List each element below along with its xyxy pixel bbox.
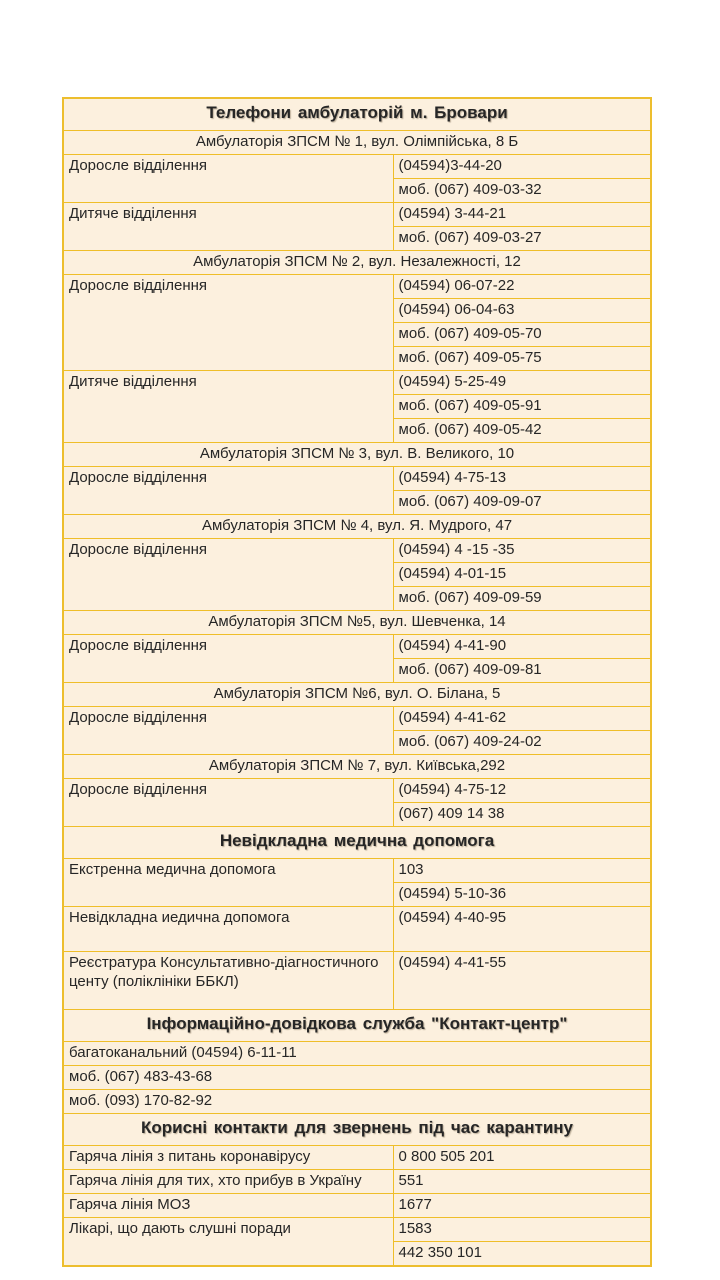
table-row	[63, 1194, 651, 1218]
phone-number: моб. (067) 483-43-68	[63, 1066, 651, 1090]
clinic-address: Амбулаторія ЗПСМ №6, вул. О. Білана, 5	[63, 683, 651, 707]
phone-number: 1677	[393, 1194, 651, 1218]
phone-number: (04594) 5-25-49	[393, 371, 651, 395]
clinic-address: Амбулаторія ЗПСМ № 2, вул. Незалежності, 12	[63, 251, 651, 275]
table-row	[63, 467, 651, 491]
phone-number: 442 350 101	[393, 1242, 651, 1267]
table-row	[63, 1066, 651, 1090]
phones-table-body	[63, 98, 651, 1266]
phone-number: моб. (067) 409-05-42	[393, 419, 651, 443]
service-label: Лікарі, що дають слушні поради	[63, 1218, 393, 1267]
department-label: Дитяче відділення	[63, 371, 393, 443]
clinic-4-row	[63, 515, 651, 539]
table-row	[63, 275, 651, 299]
section-header: Корисні контакти для звернень під час карантину	[63, 1114, 651, 1146]
table-row	[63, 907, 651, 952]
phone-number: (04594) 5-10-36	[393, 883, 651, 907]
phones-table	[62, 97, 652, 1267]
phone-number: 551	[393, 1170, 651, 1194]
section-header: Інформаційно-довідкова служба "Контакт-центр"	[63, 1010, 651, 1042]
phone-number: моб. (067) 409-05-75	[393, 347, 651, 371]
clinic-address: Амбулаторія ЗПСМ № 3, вул. В. Великого, 10	[63, 443, 651, 467]
clinic-address: Амбулаторія ЗПСМ № 7, вул. Київська,292	[63, 755, 651, 779]
phone-number: моб. (067) 409-09-59	[393, 587, 651, 611]
clinic-1-row	[63, 131, 651, 155]
table-row	[63, 707, 651, 731]
service-label: Екстренна медична допомога	[63, 859, 393, 907]
table-row	[63, 1218, 651, 1242]
service-label: Гаряча лінія з питань коронавірусу	[63, 1146, 393, 1170]
section-header: Невідкладна медична допомога	[63, 827, 651, 859]
phone-number: (04594) 4-41-62	[393, 707, 651, 731]
phone-number: (04594) 06-04-63	[393, 299, 651, 323]
phone-number: 103	[393, 859, 651, 883]
phone-number: (04594) 4-75-13	[393, 467, 651, 491]
emergency-section-row	[63, 827, 651, 859]
clinic-3-row	[63, 443, 651, 467]
phone-number: моб. (067) 409-03-27	[393, 227, 651, 251]
phone-number: (04594) 4-41-55	[393, 952, 651, 1010]
phone-number: багатоканальний (04594) 6-11-11	[63, 1042, 651, 1066]
phone-number: (067) 409 14 38	[393, 803, 651, 827]
department-label: Доросле відділення	[63, 707, 393, 755]
quarantine-section-row	[63, 1114, 651, 1146]
table-row	[63, 1170, 651, 1194]
service-label: Гаряча лінія МОЗ	[63, 1194, 393, 1218]
department-label: Доросле відділення	[63, 275, 393, 371]
phone-number: (04594) 4-41-90	[393, 635, 651, 659]
service-label: Реєстратура Консультативно-діагностичного центу (поліклініки ББКЛ)	[63, 952, 393, 1010]
phone-number: (04594)3-44-20	[393, 155, 651, 179]
table-row	[63, 539, 651, 563]
table-title: Телефони амбулаторій м. Бровари	[63, 98, 651, 131]
phone-number: 1583	[393, 1218, 651, 1242]
phone-number: (04594) 3-44-21	[393, 203, 651, 227]
department-label: Доросле відділення	[63, 779, 393, 827]
contact-center-section-row	[63, 1010, 651, 1042]
clinic-address: Амбулаторія ЗПСМ №5, вул. Шевченка, 14	[63, 611, 651, 635]
table-row	[63, 1146, 651, 1170]
department-label: Доросле відділення	[63, 155, 393, 203]
phone-number: моб. (067) 409-05-91	[393, 395, 651, 419]
table-row	[63, 1090, 651, 1114]
phone-number: моб. (067) 409-09-07	[393, 491, 651, 515]
clinic-6-row	[63, 683, 651, 707]
table-row	[63, 952, 651, 1010]
phone-number: (04594) 4-75-12	[393, 779, 651, 803]
department-label: Доросле відділення	[63, 635, 393, 683]
phone-number: моб. (067) 409-05-70	[393, 323, 651, 347]
clinic-address: Амбулаторія ЗПСМ № 1, вул. Олімпійська, 8 Б	[63, 131, 651, 155]
phone-number: (04594) 4-40-95	[393, 907, 651, 952]
table-row	[63, 859, 651, 883]
title-row	[63, 98, 651, 131]
phone-number: моб. (093) 170-82-92	[63, 1090, 651, 1114]
service-label: Невідкладна иедична допомога	[63, 907, 393, 952]
phone-number: моб. (067) 409-09-81	[393, 659, 651, 683]
table-row	[63, 203, 651, 227]
table-row	[63, 1042, 651, 1066]
clinic-5-row	[63, 611, 651, 635]
phone-number: (04594) 4 -15 -35	[393, 539, 651, 563]
clinic-7-row	[63, 755, 651, 779]
phone-number: моб. (067) 409-03-32	[393, 179, 651, 203]
service-label: Гаряча лінія для тих, хто прибув в Україну	[63, 1170, 393, 1194]
phone-number: (04594) 06-07-22	[393, 275, 651, 299]
table-row	[63, 371, 651, 395]
department-label: Доросле відділення	[63, 539, 393, 611]
table-row	[63, 155, 651, 179]
phone-number: моб. (067) 409-24-02	[393, 731, 651, 755]
clinic-2-row	[63, 251, 651, 275]
department-label: Дитяче відділення	[63, 203, 393, 251]
phone-number: (04594) 4-01-15	[393, 563, 651, 587]
table-row	[63, 779, 651, 803]
table-row	[63, 635, 651, 659]
clinic-address: Амбулаторія ЗПСМ № 4, вул. Я. Мудрого, 47	[63, 515, 651, 539]
phone-number: 0 800 505 201	[393, 1146, 651, 1170]
department-label: Доросле відділення	[63, 467, 393, 515]
